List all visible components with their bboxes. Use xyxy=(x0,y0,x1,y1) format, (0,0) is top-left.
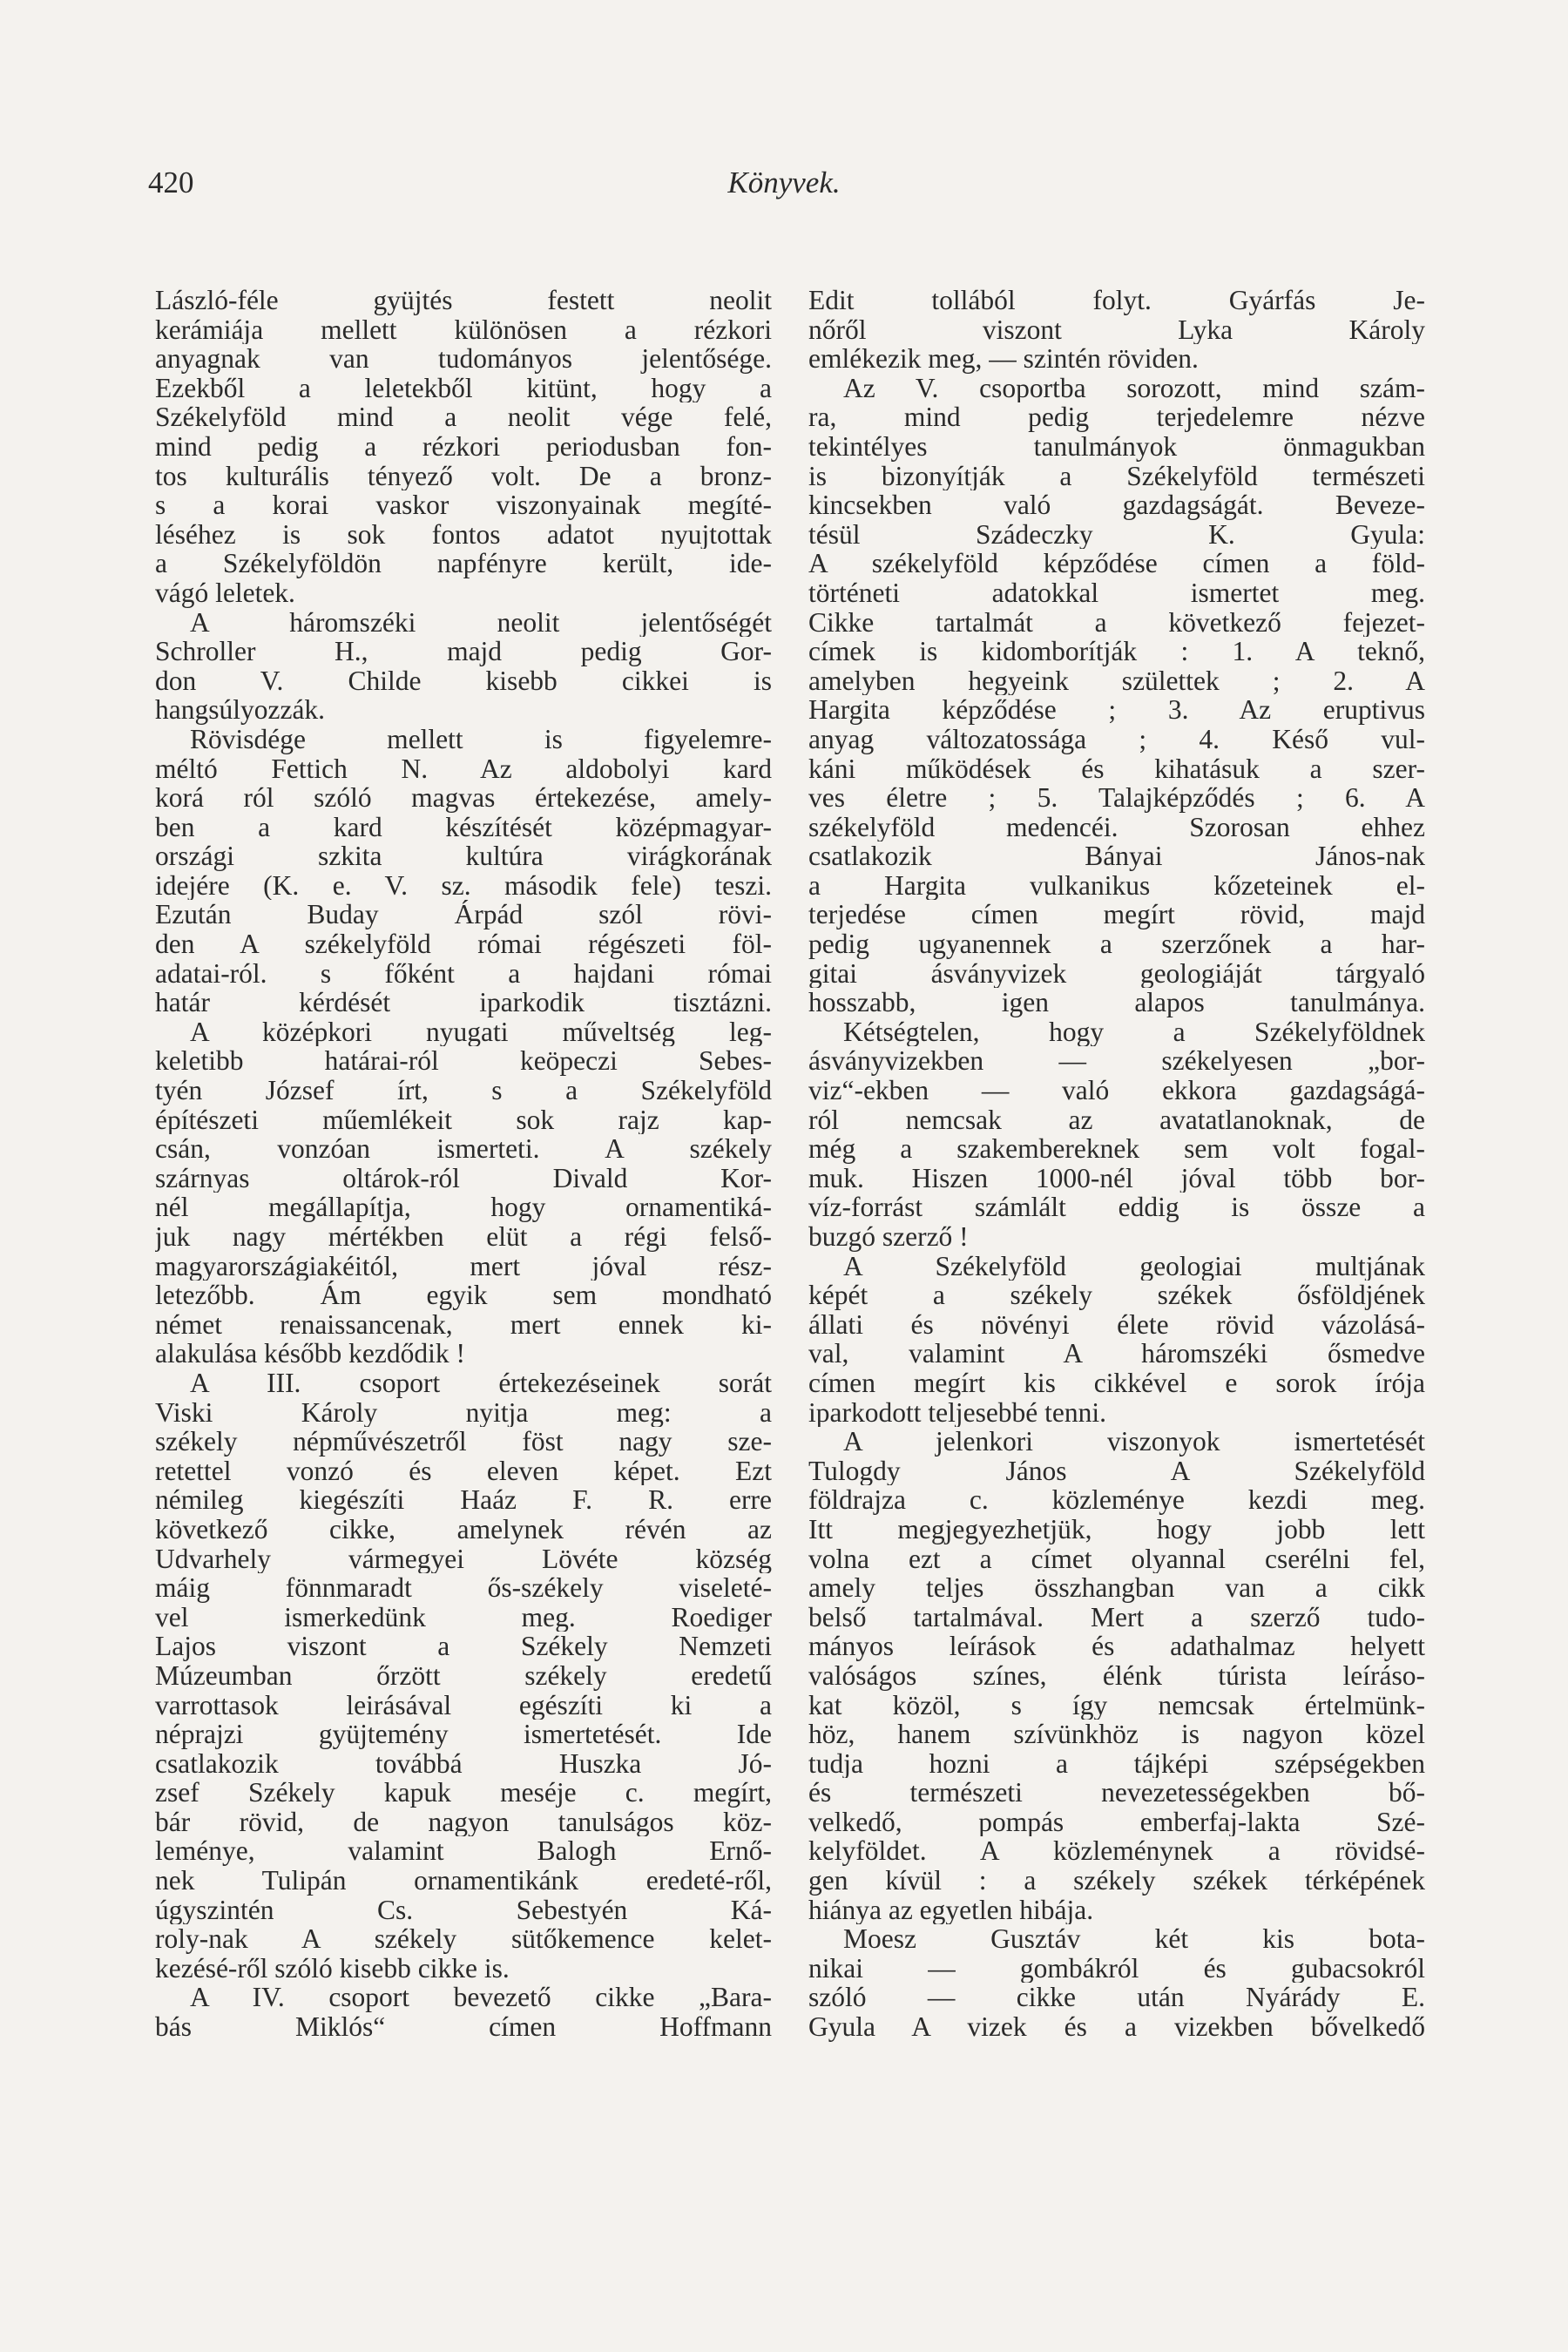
text-line: tésül Szádeczky K. Gyula: xyxy=(808,519,1425,550)
text-line: a Székelyföldön napfényre került, ide- xyxy=(155,549,772,578)
text-line: némileg kiegészíti Haáz F. R. erre xyxy=(155,1485,772,1515)
text-line: hangsúlyozzák. xyxy=(155,695,326,725)
text-line: Székelyföld mind a neolit vége felé, xyxy=(155,402,772,432)
text-line: Ezután Buday Árpád szól rövi- xyxy=(155,900,772,930)
text-line: kezésé-ről szóló kisebb cikke is. xyxy=(155,1953,510,1984)
text-line: címen megírt kis cikkével e sorok írója xyxy=(808,1368,1425,1398)
text-line: Itt megjegyezhetjük, hogy jobb lett xyxy=(808,1514,1425,1544)
text-line: mind pedig a rézkori periodusban fon- xyxy=(155,431,772,462)
text-line: csán, vonzóan ismerteti. A székely xyxy=(155,1134,772,1164)
text-line: korá ról szóló magvas értekezése, amely- xyxy=(155,783,772,813)
text-line: belső tartalmával. Mert a szerző tudo- xyxy=(808,1602,1425,1632)
text-line: képét a székely székek ősföldjének xyxy=(808,1281,1425,1310)
text-line: roly-nak A székely sütőkemence kelet- xyxy=(155,1924,772,1954)
text-line: méltó Fettich N. Az aldobolyi kard xyxy=(155,754,772,784)
text-line: Schroller H., majd pedig Gor- xyxy=(155,637,772,666)
text-line: adatai-ról. s főként a hajdani római xyxy=(155,958,772,989)
text-line: Viski Károly nyitja meg: a xyxy=(155,1397,772,1428)
text-line: anyag változatossága ; 4. Késő vul- xyxy=(808,724,1425,754)
text-line: keletibb határai-ról keöpeczi Sebes- xyxy=(155,1046,772,1077)
text-line: építészeti műemlékeit sok rajz kap- xyxy=(155,1105,772,1135)
text-line: A jelenkori viszonyok ismertetését xyxy=(843,1427,1425,1456)
text-line: gen kívül : a székely székek térképének xyxy=(808,1866,1425,1896)
text-line: letezőbb. Ám egyik sem mondható xyxy=(155,1281,772,1310)
text-line: máig fönnmaradt ős-székely viseleté- xyxy=(155,1573,772,1603)
text-line: don V. Childe kisebb cikkei is xyxy=(155,666,772,696)
text-line: német renaissancenak, mert ennek ki- xyxy=(155,1309,772,1340)
text-line: A középkori nyugati műveltség leg- xyxy=(190,1017,772,1047)
text-line: idejére (K. e. V. sz. második fele) teszi. xyxy=(155,870,772,901)
text-line: tudja hozni a tájképi szépségekben xyxy=(808,1748,1425,1779)
text-line: a Hargita vulkanikus kőzeteinek el- xyxy=(808,870,1425,901)
text-line: buzgó szerző ! xyxy=(808,1222,969,1252)
text-line: ves életre ; 5. Talajképződés ; 6. A xyxy=(808,783,1425,813)
text-line: pedig ugyanennek a szerzőnek a har- xyxy=(808,929,1425,959)
text-line: földrajza c. közleménye kezdi meg. xyxy=(808,1485,1425,1515)
text-line: nikai — gombákról és gubacsokról xyxy=(808,1953,1425,1984)
text-line: magyarországiakéitól, mert jóval rész- xyxy=(155,1251,772,1281)
text-line: történeti adatokkal ismertet meg. xyxy=(808,578,1425,608)
text-line: tekintélyes tanulmányok önmagukban xyxy=(808,431,1425,462)
text-line: is bizonyítják a Székelyföld természeti xyxy=(808,461,1425,491)
text-line: László-féle gyüjtés festett neolit xyxy=(155,286,772,315)
text-line: Hargita képződése ; 3. Az eruptivus xyxy=(808,695,1425,725)
text-line: szárnyas oltárok-ról Divald Kor- xyxy=(155,1163,772,1193)
text-line: csatlakozik továbbá Huszka Jó- xyxy=(155,1748,772,1779)
text-line: val, valamint A háromszéki ősmedve xyxy=(808,1339,1425,1369)
text-line: valóságos színes, élénk túrista leíráso- xyxy=(808,1660,1425,1691)
page-header xyxy=(0,166,1568,209)
text-line: A IV. csoport bevezető cikke „Bara- xyxy=(190,1983,772,2013)
text-line: Udvarhely vármegyei Lövéte község xyxy=(155,1544,772,1574)
text-line: tos kulturális tényező volt. De a bronz- xyxy=(155,461,772,491)
text-line: bás Miklós“ címen Hoffmann xyxy=(155,2012,772,2042)
text-line: víz-forrást számlált eddig is össze a xyxy=(808,1193,1425,1222)
text-line: iparkodott teljesebbé tenni. xyxy=(808,1397,1107,1428)
text-line: kelyföldet. A közleménynek a rövidsé- xyxy=(808,1836,1425,1867)
text-line: amelyben hegyeink születtek ; 2. A xyxy=(808,666,1425,696)
text-line: ásványvizekben — székelyesen „bor- xyxy=(808,1046,1425,1077)
text-line: den A székelyföld római régészeti föl- xyxy=(155,929,772,959)
text-line: Edit tollából folyt. Gyárfás Je- xyxy=(808,286,1425,315)
text-line: és természeti nevezetességekben bő- xyxy=(808,1778,1425,1808)
text-line: Az V. csoportba sorozott, mind szám- xyxy=(843,373,1425,403)
text-line: nek Tulipán ornamentikánk eredeté-ről, xyxy=(155,1866,772,1896)
text-line: velkedő, pompás emberfaj-lakta Szé- xyxy=(808,1807,1425,1837)
text-line: gitai ásványvizek geologiáját tárgyaló xyxy=(808,958,1425,989)
text-line: alakulása később kezdődik ! xyxy=(155,1339,466,1369)
text-line: Gyula A vizek és a vizekben bővelkedő xyxy=(808,2012,1425,2042)
text-line: Cikke tartalmát a következő fejezet- xyxy=(808,607,1425,638)
page-number: 420 xyxy=(148,166,194,199)
text-line: kincsekben való gazdagságát. Beveze- xyxy=(808,490,1425,520)
text-line: állati és növényi élete rövid vázolásá- xyxy=(808,1309,1425,1340)
text-line: nőről viszont Lyka Károly xyxy=(808,314,1425,345)
text-line: kerámiája mellett különösen a rézkori xyxy=(155,314,772,345)
text-line: s a korai vaskor viszonyainak megíté- xyxy=(155,490,772,520)
text-line: székely népművészetről föst nagy sze- xyxy=(155,1427,772,1456)
text-line: léséhez is sok fontos adatot nyujtottak xyxy=(155,519,772,550)
text-line: Múzeumban őrzött székely eredetű xyxy=(155,1660,772,1691)
text-line: zsef Székely kapuk meséje c. megírt, xyxy=(155,1778,772,1808)
text-line: vágó leletek. xyxy=(155,578,295,608)
text-line: Kétségtelen, hogy a Székelyföldnek xyxy=(843,1017,1425,1047)
text-line: höz, hanem szívünkhöz is nagyon közel xyxy=(808,1720,1425,1749)
text-line: országi szkita kultúra virágkorának xyxy=(155,841,772,871)
text-line: címek is kidomborítják : 1. A teknő, xyxy=(808,637,1425,666)
text-line: A III. csoport értekezéseinek sorát xyxy=(190,1368,772,1398)
text-line: úgyszintén Cs. Sebestyén Ká- xyxy=(155,1895,772,1925)
text-line: A Székelyföld geologiai multjának xyxy=(843,1251,1425,1281)
text-line: Tulogdy János A Székelyföld xyxy=(808,1456,1425,1486)
text-line: A székelyföld képződése címen a föld- xyxy=(808,549,1425,578)
text-line: Moesz Gusztáv két kis bota- xyxy=(843,1924,1425,1954)
text-line: vel ismerkedünk meg. Roediger xyxy=(155,1602,772,1632)
text-line: amely teljes összhangban van a cikk xyxy=(808,1573,1425,1603)
text-line: szóló — cikke után Nyárády E. xyxy=(808,1983,1425,2013)
text-line: varrottasok leirásával egészíti ki a xyxy=(155,1690,772,1720)
text-line: Ezekből a leletekből kitünt, hogy a xyxy=(155,373,772,403)
running-title: Könyvek. xyxy=(727,166,841,199)
text-line: Lajos viszont a Székely Nemzeti xyxy=(155,1632,772,1661)
text-line: tyén József írt, s a Székelyföld xyxy=(155,1076,772,1105)
text-line: nél megállapítja, hogy ornamentiká- xyxy=(155,1193,772,1222)
text-line: hosszabb, igen alapos tanulmánya. xyxy=(808,988,1425,1017)
text-line: ra, mind pedig terjedelemre nézve xyxy=(808,402,1425,432)
text-line: mányos leírások és adathalmaz helyett xyxy=(808,1632,1425,1661)
text-line: terjedése címen megírt rövid, majd xyxy=(808,900,1425,930)
left-column xyxy=(155,286,772,2042)
text-line: kat közöl, s így nemcsak értelmünk- xyxy=(808,1690,1425,1720)
text-line: retettel vonzó és eleven képet. Ezt xyxy=(155,1456,772,1486)
text-line: káni működések és kihatásuk a szer- xyxy=(808,754,1425,784)
text-line: juk nagy mértékben elüt a régi felső- xyxy=(155,1222,772,1252)
text-line: ról nemcsak az avatatlanoknak, de xyxy=(808,1105,1425,1135)
text-line: muk. Hiszen 1000-nél jóval több bor- xyxy=(808,1163,1425,1193)
text-line: következő cikke, amelynek révén az xyxy=(155,1514,772,1544)
text-line: még a szakembereknek sem volt fogal- xyxy=(808,1134,1425,1164)
text-line: határ kérdését iparkodik tisztázni. xyxy=(155,988,772,1017)
text-line: volna ezt a címet olyannal cserélni fel, xyxy=(808,1544,1425,1574)
text-line: csatlakozik Bányai János-nak xyxy=(808,841,1425,871)
text-line: székelyföld medencéi. Szorosan ehhez xyxy=(808,812,1425,842)
text-line: néprajzi gyüjtemény ismertetését. Ide xyxy=(155,1720,772,1749)
text-line: emlékezik meg, — szintén röviden. xyxy=(808,344,1199,374)
text-line: hiánya az egyetlen hibája. xyxy=(808,1895,1094,1925)
text-line: anyagnak van tudományos jelentősége. xyxy=(155,344,772,374)
text-line: leménye, valamint Balogh Ernő- xyxy=(155,1836,772,1867)
text-line: viz“-ekben — való ekkora gazdagságá- xyxy=(808,1076,1425,1105)
text-line: bár rövid, de nagyon tanulságos köz- xyxy=(155,1807,772,1837)
text-line: Rövisdége mellett is figyelemre- xyxy=(190,724,772,754)
text-line: ben a kard készítését középmagyar- xyxy=(155,812,772,842)
text-line: A háromszéki neolit jelentőségét xyxy=(190,607,772,638)
right-column xyxy=(808,286,1425,2042)
